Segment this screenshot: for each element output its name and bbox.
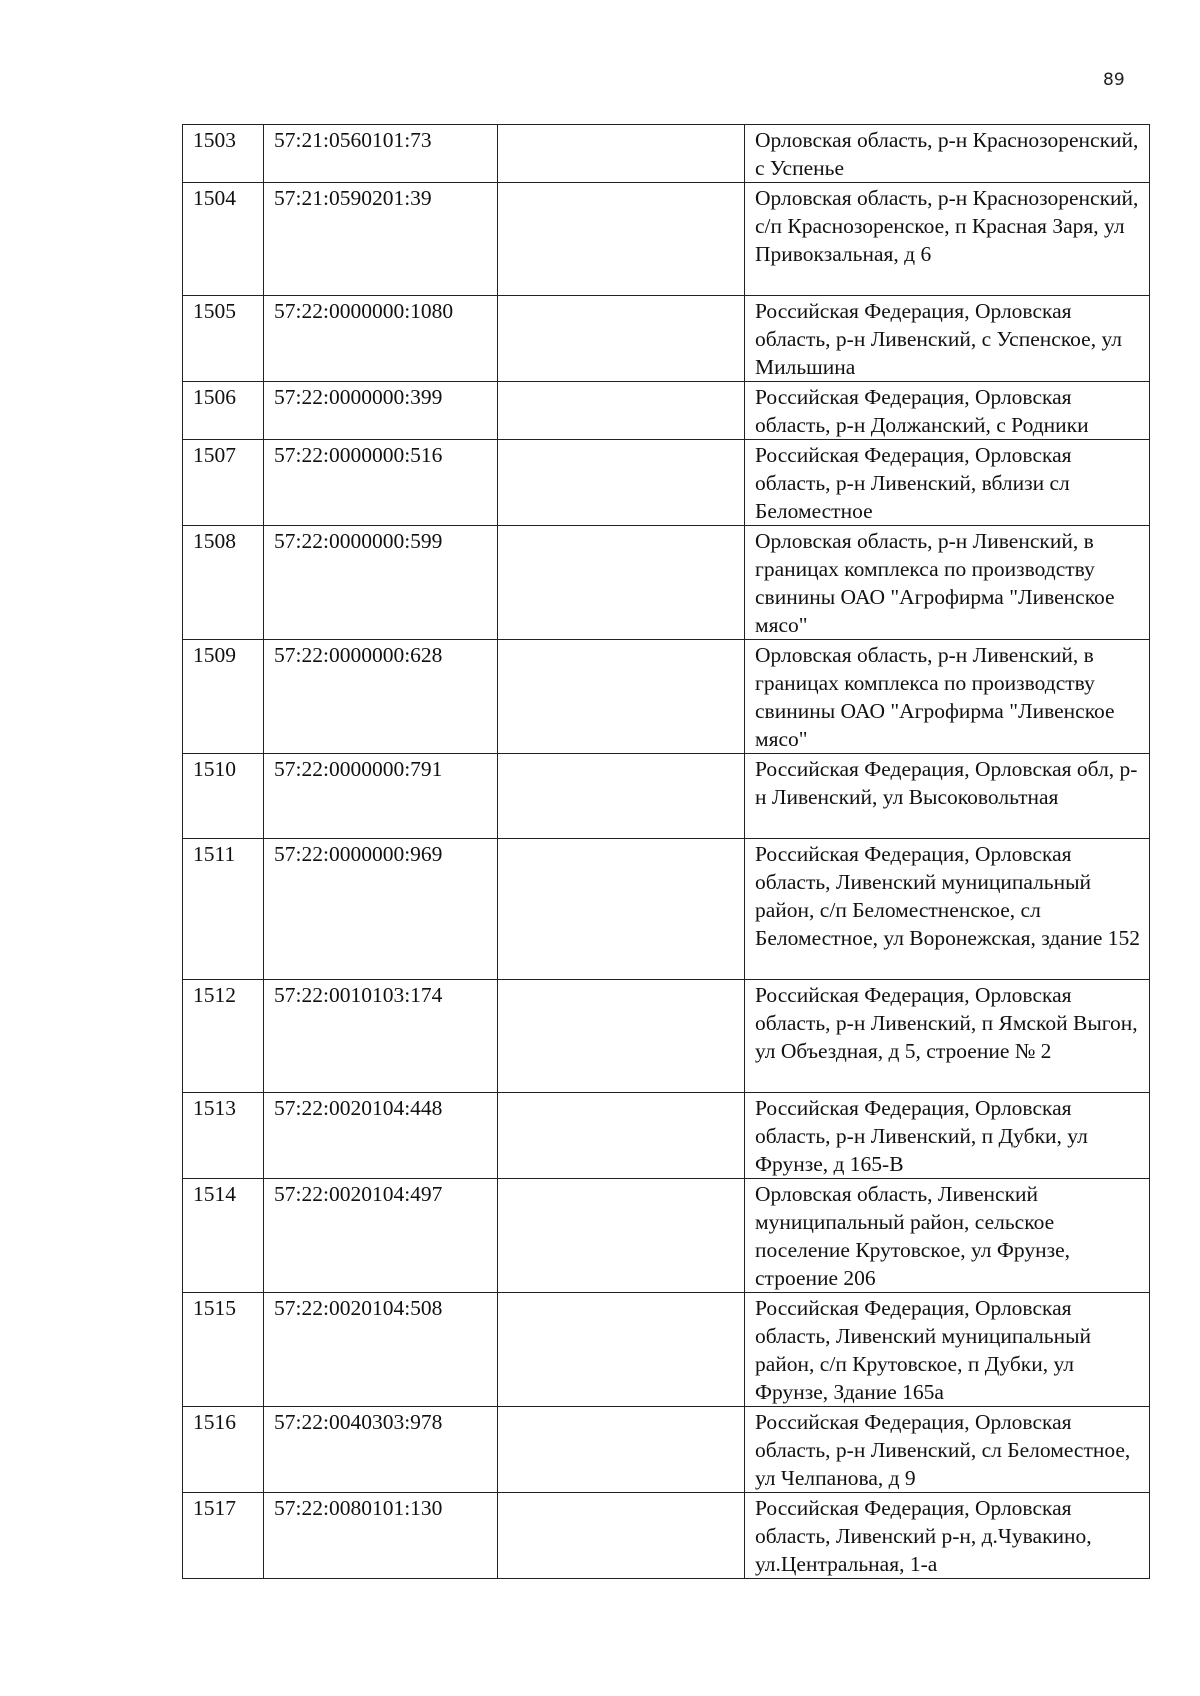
- address-cell: Российская Федерация, Орловская область, Ливенский муниципальный район, с/п Беломестненское, сл Беломестное, ул Воронежская, здание 152: [745, 839, 1150, 980]
- empty-cell: [498, 1493, 745, 1579]
- address-cell: Орловская область, р-н Краснозоренский, с Успенье: [745, 125, 1150, 183]
- table-row: [183, 1493, 1150, 1579]
- row-number: 1510: [183, 754, 264, 839]
- table-row: [183, 980, 1150, 1093]
- cadastral-number: 57:22:0020104:508: [264, 1293, 498, 1407]
- empty-cell: [498, 1093, 745, 1179]
- address-cell: Российская Федерация, Орловская область, р-н Ливенский, с Успенское, ул Мильшина: [745, 296, 1150, 382]
- address-cell: Орловская область, р-н Ливенский, в границах комплекса по производству свинины ОАО "Агрофирма "Ливенское мясо": [745, 640, 1150, 754]
- cadastral-number: 57:22:0020104:448: [264, 1093, 498, 1179]
- address-cell: Орловская область, р-н Ливенский, в границах комплекса по производству свинины ОАО "Агрофирма "Ливенское мясо": [745, 526, 1150, 640]
- row-number: 1511: [183, 839, 264, 980]
- table-row: [183, 125, 1150, 183]
- empty-cell: [498, 526, 745, 640]
- address-cell: Российская Федерация, Орловская область, р-н Должанский, с Родники: [745, 382, 1150, 440]
- cadastral-number: 57:22:0080101:130: [264, 1493, 498, 1579]
- address-cell: Российская Федерация, Орловская область, р-н Ливенский, сл Беломестное, ул Челпанова, д 9: [745, 1407, 1150, 1493]
- address-cell: Российская Федерация, Орловская область, р-н Ливенский, п Дубки, ул Фрунзе, д 165-В: [745, 1093, 1150, 1179]
- empty-cell: [498, 754, 745, 839]
- address-cell: Российская Федерация, Орловская область, Ливенский р-н, д.Чувакино, ул.Центральная, 1-а: [745, 1493, 1150, 1579]
- cadastral-number: 57:21:0560101:73: [264, 125, 498, 183]
- table-row: [183, 296, 1150, 382]
- address-cell: Российская Федерация, Орловская область, р-н Ливенский, вблизи сл Беломестное: [745, 440, 1150, 526]
- empty-cell: [498, 1293, 745, 1407]
- table-row: [183, 382, 1150, 440]
- address-cell: Орловская область, Ливенский муниципальный район, сельское поселение Крутовское, ул Фрунзе, строение 206: [745, 1179, 1150, 1293]
- cadastral-number: 57:22:0020104:497: [264, 1179, 498, 1293]
- table-row: [183, 1179, 1150, 1293]
- empty-cell: [498, 125, 745, 183]
- table-row: [183, 839, 1150, 980]
- row-number: 1507: [183, 440, 264, 526]
- row-number: 1503: [183, 125, 264, 183]
- address-cell: Орловская область, р-н Краснозоренский, с/п Краснозоренское, п Красная Заря, ул Привокзальная, д 6: [745, 183, 1150, 296]
- address-cell: Российская Федерация, Орловская обл, р-н Ливенский, ул Высоковольтная: [745, 754, 1150, 839]
- table-row: [183, 1293, 1150, 1407]
- empty-cell: [498, 980, 745, 1093]
- cadastral-number: 57:21:0590201:39: [264, 183, 498, 296]
- table-row: [183, 754, 1150, 839]
- table-row: [183, 526, 1150, 640]
- empty-cell: [498, 839, 745, 980]
- empty-cell: [498, 183, 745, 296]
- row-number: 1516: [183, 1407, 264, 1493]
- row-number: 1508: [183, 526, 264, 640]
- empty-cell: [498, 296, 745, 382]
- cadastral-number: 57:22:0000000:599: [264, 526, 498, 640]
- cadastral-number: 57:22:0000000:969: [264, 839, 498, 980]
- cadastral-number: 57:22:0040303:978: [264, 1407, 498, 1493]
- cadastral-number: 57:22:0000000:628: [264, 640, 498, 754]
- table-row: [183, 1093, 1150, 1179]
- empty-cell: [498, 440, 745, 526]
- row-number: 1514: [183, 1179, 264, 1293]
- row-number: 1513: [183, 1093, 264, 1179]
- empty-cell: [498, 640, 745, 754]
- page-number: 89: [1103, 70, 1125, 90]
- row-number: 1505: [183, 296, 264, 382]
- address-cell: Российская Федерация, Орловская область, Ливенский муниципальный район, с/п Крутовское, п Дубки, ул Фрунзе, Здание 165а: [745, 1293, 1150, 1407]
- cadastral-number: 57:22:0000000:1080: [264, 296, 498, 382]
- table-row: [183, 183, 1150, 296]
- row-number: 1509: [183, 640, 264, 754]
- registry-table: [182, 124, 1150, 1579]
- row-number: 1515: [183, 1293, 264, 1407]
- table-row: [183, 640, 1150, 754]
- table-row: [183, 1407, 1150, 1493]
- empty-cell: [498, 382, 745, 440]
- address-cell: Российская Федерация, Орловская область, р-н Ливенский, п Ямской Выгон, ул Объездная, д 5, строение № 2: [745, 980, 1150, 1093]
- empty-cell: [498, 1179, 745, 1293]
- empty-cell: [498, 1407, 745, 1493]
- cadastral-number: 57:22:0000000:791: [264, 754, 498, 839]
- row-number: 1504: [183, 183, 264, 296]
- row-number: 1517: [183, 1493, 264, 1579]
- row-number: 1512: [183, 980, 264, 1093]
- cadastral-number: 57:22:0010103:174: [264, 980, 498, 1093]
- row-number: 1506: [183, 382, 264, 440]
- table-row: [183, 440, 1150, 526]
- cadastral-number: 57:22:0000000:516: [264, 440, 498, 526]
- cadastral-number: 57:22:0000000:399: [264, 382, 498, 440]
